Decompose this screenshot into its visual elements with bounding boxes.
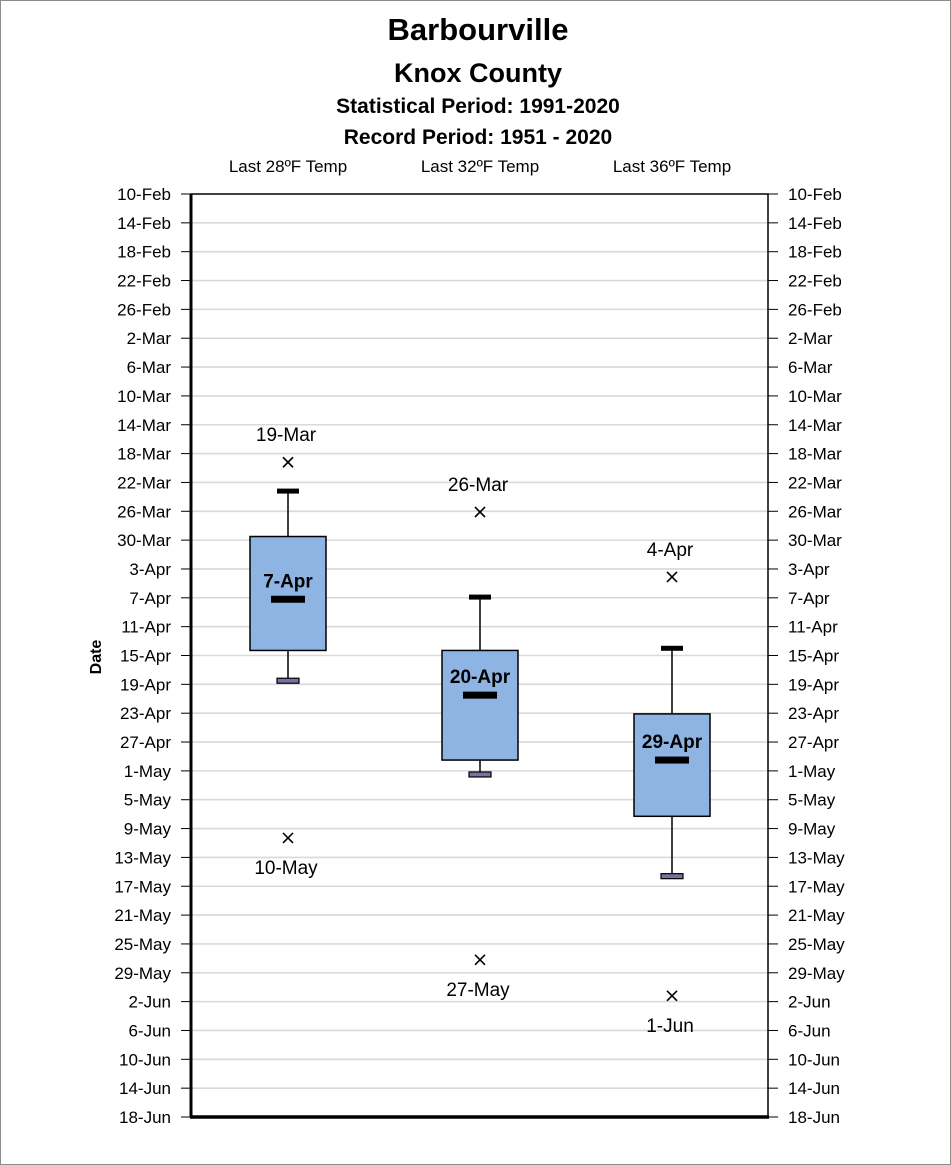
right-tick-label: 14-Feb [788,213,842,233]
right-axis-ticks [768,185,845,1127]
right-tick-label: 22-Feb [788,271,842,291]
left-tick-label: 25-May [114,934,171,954]
left-tick-label: 10-Feb [117,185,171,204]
record-early-label: 26-Mar [447,475,509,497]
left-tick-label: 6-Mar [126,358,171,378]
right-tick-label: 18-Feb [788,242,842,262]
column-header: Last 32ºF Temp [420,157,540,176]
right-tick-label: 27-Apr [788,733,840,753]
right-tick-label: 1-May [788,761,836,781]
right-tick-label: 30-Mar [788,531,842,551]
chart-subtitle: Knox County [394,58,562,88]
box-series [250,425,710,1037]
left-tick-label: 22-Feb [117,271,171,291]
left-tick-label: 7-Apr [129,588,171,608]
record-period: Record Period: 1951 - 2020 [343,126,613,149]
left-tick-label: 21-May [114,906,171,926]
whisker-cap-early [277,489,299,494]
right-tick-label: 18-Mar [788,444,842,464]
record-late-label: 10-May [254,857,318,879]
right-tick-label: 9-May [788,819,836,839]
left-tick-label: 18-Feb [117,242,171,262]
left-tick-label: 27-Apr [119,733,171,753]
right-tick-label: 10-Jun [788,1050,840,1070]
record-late-label: 27-May [446,979,510,1001]
left-tick-label: 19-Apr [119,675,171,695]
right-tick-label: 18-Jun [788,1108,840,1127]
statistical-period: Statistical Period: 1991-2020 [336,95,620,118]
box-group [634,540,710,1037]
left-tick-label: 29-May [114,963,171,983]
whisker-cap-early [469,595,491,600]
record-early-marker [283,457,293,467]
box-iqr [634,714,710,816]
left-tick-label: 30-Mar [117,531,171,551]
left-tick-label: 10-Mar [117,386,171,406]
right-tick-label: 6-Mar [788,358,833,378]
record-early-marker [667,572,677,582]
whisker-cap-late [469,772,491,777]
whisker-cap-early [661,646,683,651]
left-tick-label: 1-May [123,761,171,781]
right-tick-label: 7-Apr [788,588,830,608]
left-tick-label: 18-Mar [117,444,171,464]
left-tick-label: 14-Mar [117,415,171,435]
right-tick-label: 26-Mar [788,502,842,522]
left-tick-label: 2-Jun [128,992,171,1012]
left-tick-label: 23-Apr [119,704,171,724]
right-tick-label: 14-Mar [788,415,842,435]
record-late-marker [283,833,293,843]
left-tick-label: 26-Feb [117,300,171,320]
record-early-label: 19-Mar [255,425,317,447]
y-axis-label: Date [88,639,105,675]
record-late-marker [475,955,485,965]
median-mark [271,596,305,603]
left-tick-label: 5-May [123,790,171,810]
right-tick-label: 19-Apr [788,675,840,695]
left-tick-label: 22-Mar [117,473,171,493]
left-tick-label: 15-Apr [119,646,171,666]
left-tick-label: 10-Jun [119,1050,171,1070]
median-mark [655,757,689,764]
record-late-label: 1-Jun [646,1015,694,1037]
left-tick-label: 14-Feb [117,213,171,233]
right-tick-label: 14-Jun [788,1079,840,1099]
median-mark [463,692,497,699]
whisker-cap-late [277,678,299,683]
right-tick-label: 21-May [788,906,845,926]
median-label: 29-Apr [641,732,703,754]
left-tick-label: 2-Mar [126,329,171,349]
box-iqr [250,537,326,651]
left-tick-label: 14-Jun [119,1079,171,1099]
left-tick-label: 9-May [123,819,171,839]
column-header: Last 28ºF Temp [228,157,348,176]
median-label: 7-Apr [263,571,313,593]
right-tick-label: 2-Mar [788,329,833,349]
right-tick-label: 5-May [788,790,836,810]
right-tick-label: 13-May [788,848,845,868]
right-tick-label: 15-Apr [788,646,840,666]
right-tick-label: 2-Jun [788,992,831,1012]
left-tick-label: 3-Apr [129,559,171,579]
right-tick-label: 17-May [788,877,845,897]
right-tick-label: 29-May [788,963,845,983]
left-tick-label: 11-Apr [121,617,171,637]
left-tick-label: 17-May [114,877,171,897]
column-header: Last 36ºF Temp [612,157,732,176]
right-tick-label: 3-Apr [788,559,830,579]
median-label: 20-Apr [449,667,511,689]
right-tick-label: 25-May [788,934,845,954]
right-tick-label: 26-Feb [788,300,842,320]
right-tick-label: 23-Apr [788,704,840,724]
chart-title: Barbourville [387,12,569,47]
right-tick-label: 6-Jun [788,1021,831,1041]
column-headers [229,157,731,176]
left-tick-label: 18-Jun [119,1108,171,1127]
record-late-marker [667,991,677,1001]
right-tick-label: 11-Apr [788,617,838,637]
left-axis-ticks [114,185,191,1127]
right-tick-label: 10-Mar [788,386,842,406]
left-tick-label: 13-May [114,848,171,868]
whisker-cap-late [661,874,683,879]
right-tick-label: 22-Mar [788,473,842,493]
left-tick-label: 26-Mar [117,502,171,522]
record-early-label: 4-Apr [646,539,694,561]
left-tick-label: 6-Jun [128,1021,171,1041]
box-group [250,425,326,879]
box-group [442,475,518,1001]
right-tick-label: 10-Feb [788,185,842,204]
